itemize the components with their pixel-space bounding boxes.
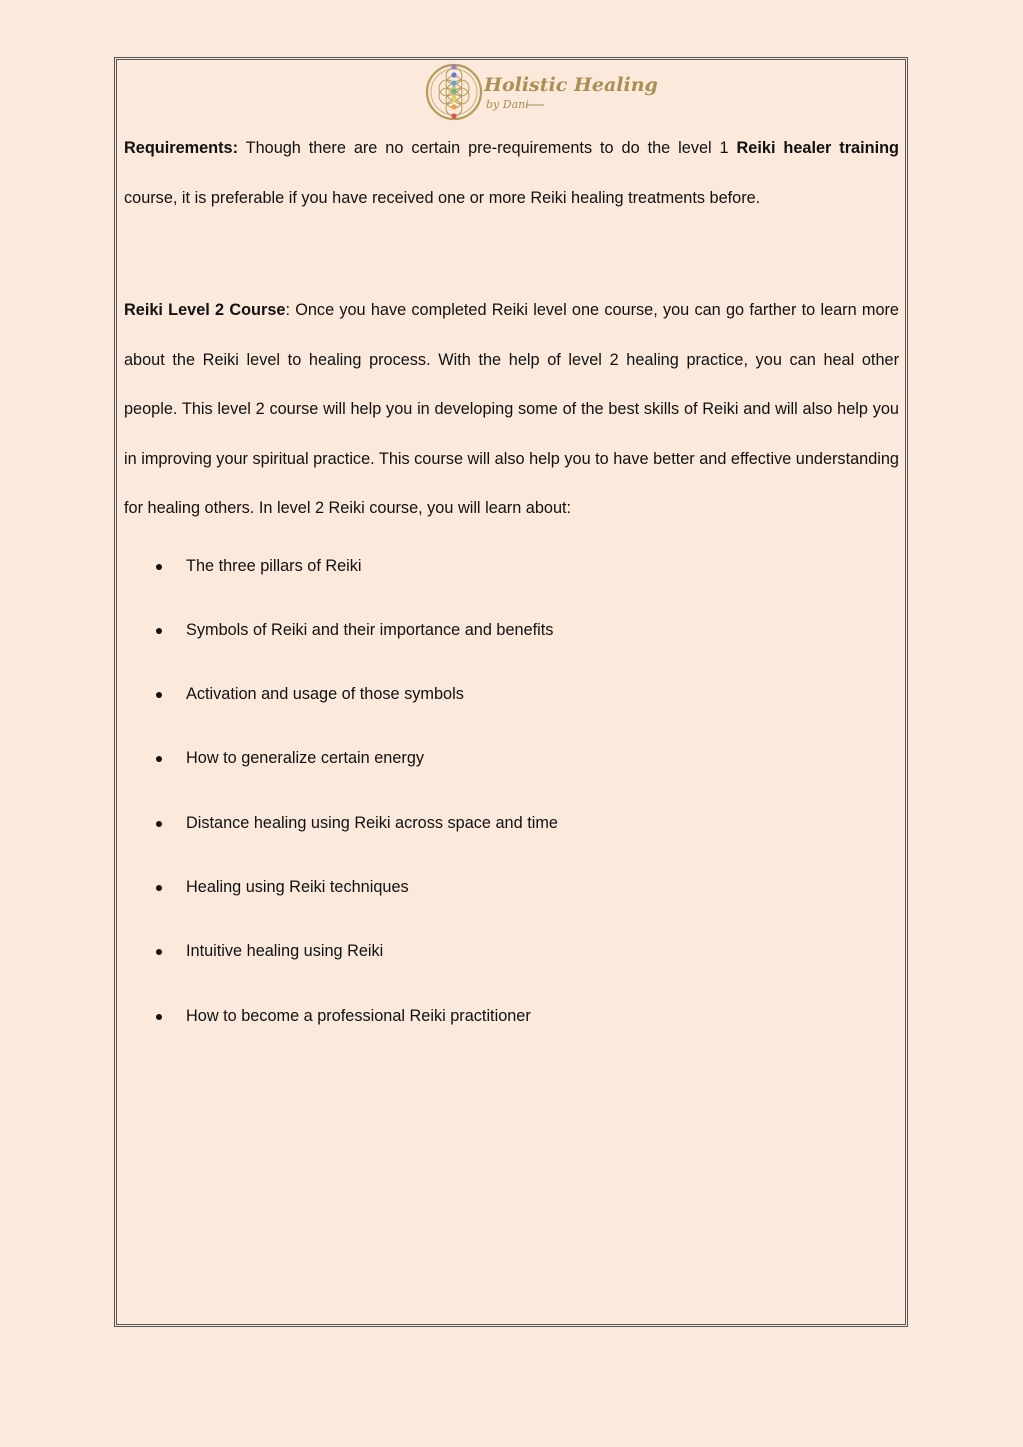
logo (424, 60, 658, 124)
bullet-icon (156, 1014, 162, 1020)
bullet-icon (156, 628, 162, 634)
bullet-icon (156, 564, 162, 570)
logo-graphic (424, 60, 658, 124)
level2-text: : Once you have completed Reiki level one course, you can go farther to learn more about the Reiki level to healing process. With the help of level 2 healing practice, you can heal other people. This level 2 course will help you in developing some of the best skills of Reiki and will also help you in improving your spiritual practice. This course will also help you to have better and effective understanding for healing others. In level 2 Reiki course, you will learn about: (124, 301, 899, 517)
level2-label: Reiki Level 2 Course (124, 301, 286, 319)
requirements-label: Requirements: (124, 139, 238, 157)
requirements-text-before: Though there are no certain pre-requirements to do the level 1 (238, 139, 737, 157)
bullet-icon (156, 756, 162, 762)
list-item (124, 999, 899, 1063)
bullet-icon (156, 949, 162, 955)
requirements-paragraph (124, 124, 899, 223)
list-item (124, 934, 899, 998)
list-item-text: Healing using Reiki techniques (186, 877, 409, 896)
list-item-text: Distance healing using Reiki across space and time (186, 813, 558, 832)
bullet-icon (156, 692, 162, 698)
requirements-text-after: course, it is preferable if you have received one or more Reiki healing treatments before. (124, 188, 761, 207)
list-item-text: The three pillars of Reiki (186, 556, 362, 575)
list-item-text: Intuitive healing using Reiki (186, 942, 384, 961)
reiki-healer-training-phrase: Reiki healer training (736, 139, 899, 157)
list-item-text: Symbols of Reiki and their importance and benefits (186, 620, 554, 639)
list-item (124, 741, 899, 805)
list-item (124, 870, 899, 934)
list-item (124, 806, 899, 870)
bullet-icon (156, 885, 162, 891)
list-item (124, 677, 899, 741)
list-item-text: How to generalize certain energy (186, 749, 425, 768)
flower-of-life-icon (427, 64, 481, 119)
topics-list (124, 549, 899, 1063)
brand-line2: by Dani (486, 98, 529, 111)
brand-line1: Holistic Healing (484, 74, 658, 96)
document-body (124, 124, 899, 1063)
list-item-text: Activation and usage of those symbols (186, 685, 464, 704)
list-item (124, 613, 899, 677)
list-item (124, 549, 899, 613)
list-item-text: How to become a professional Reiki practitioner (186, 1006, 531, 1025)
level2-paragraph (124, 286, 899, 534)
bullet-icon (156, 821, 162, 827)
